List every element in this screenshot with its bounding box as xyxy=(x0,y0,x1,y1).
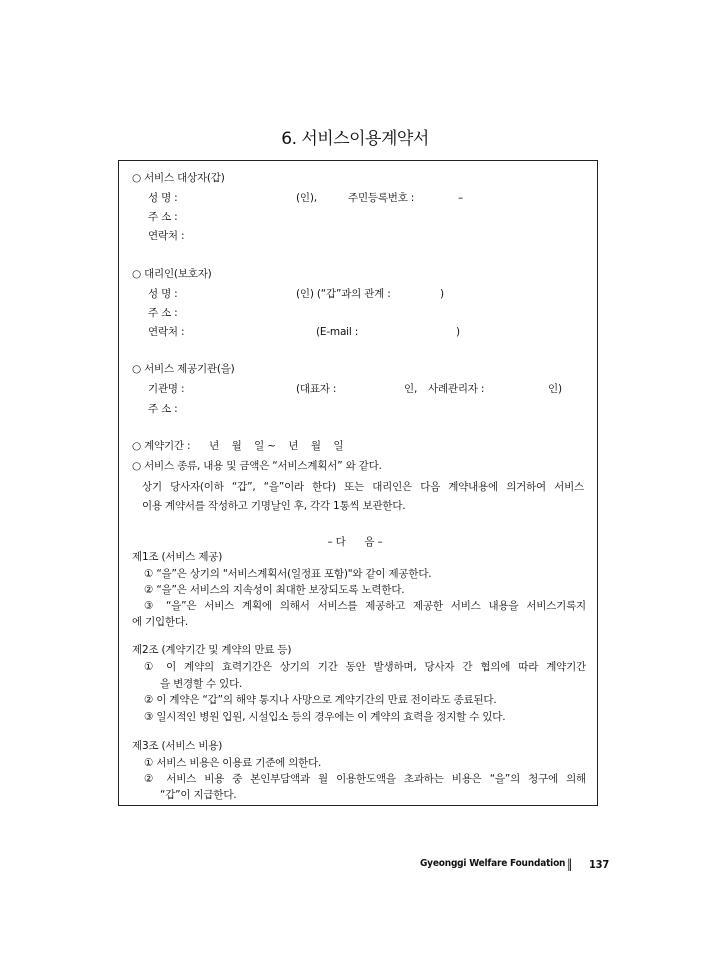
party-a-address-label: 주 소 : xyxy=(148,211,178,223)
article-2-item: ③ 일시적인 병원 입원, 시설입소 등의 경우에는 이 계약의 효력을 정지할 수 있다. xyxy=(144,711,506,723)
page-number: 137 xyxy=(589,858,610,871)
article-2-title: 제2조 (계약기간 및 계약의 만료 등) xyxy=(132,644,292,656)
party-a-seal: (인), xyxy=(296,192,317,204)
below-heading: – 다 음 – xyxy=(327,536,383,548)
article-2-item: ② 이 계약은 “갑”의 해약 통지나 사망으로 계약기간의 만료 전이라도 종료된다. xyxy=(144,694,497,706)
agent-email-close: ) xyxy=(456,326,460,338)
article-1-title: 제1조 (서비스 제공) xyxy=(132,551,223,563)
agent-email-label: (E-mail : xyxy=(316,326,359,338)
contract-period: ○ 계약기간 : 년 월 일 ~ 년 월 일 xyxy=(132,440,344,452)
agent-relation-close: ) xyxy=(440,288,444,300)
article-2-item-cont: 을 변경할 수 있다. xyxy=(160,678,243,690)
footer-org: Gyeonggi Welfare Foundation xyxy=(420,858,566,869)
party-a-rrn-dash: – xyxy=(458,192,464,204)
agent-name-label: 성 명 : xyxy=(148,288,178,300)
provider-org-label: 기관명 : xyxy=(148,383,185,395)
article-1-item-cont: 에 기입한다. xyxy=(132,616,188,628)
party-a-rrn-label: 주민등록번호 : xyxy=(348,192,415,204)
service-types-line: ○ 서비스 종류, 내용 및 금액은 “서비스계획서” 와 같다. xyxy=(132,460,382,472)
article-3-item: ① 서비스 비용은 이용료 기준에 의한다. xyxy=(144,757,322,769)
article-3-title: 제3조 (서비스 비용) xyxy=(132,740,223,752)
article-3-item-cont: “갑”이 지급한다. xyxy=(160,789,237,801)
intro-line-1: 상기 당사자(이하 “갑”, “을”이라 한다) 또는 대리인은 다음 계약내용에 의거하여 서비스 xyxy=(142,481,584,493)
article-1-item: ② “을”은 서비스의 지속성이 최대한 보장되도록 노력한다. xyxy=(144,584,405,596)
provider-rep-label: (대표자 : xyxy=(296,383,337,395)
provider-manager-seal: 인) xyxy=(548,383,562,395)
agent-address-label: 주 소 : xyxy=(148,307,178,319)
provider-heading: ○ 서비스 제공기관(을) xyxy=(132,363,235,375)
party-a-contact-label: 연락처 : xyxy=(148,230,185,242)
page-title: 6. 서비스이용계약서 xyxy=(281,129,429,149)
page-footer xyxy=(420,857,610,871)
provider-manager-label: 사례관리자 : xyxy=(428,383,485,395)
party-a-heading: ○ 서비스 대상자(갑) xyxy=(132,172,225,184)
agent-relation: (인) (“갑”과의 관계 : xyxy=(296,288,391,300)
footer-separator: ‖ xyxy=(567,857,573,871)
article-1-item: ① “을”은 상기의 "서비스계획서(일정표 포함)"와 같이 제공한다. xyxy=(144,568,432,580)
provider-address-label: 주 소 : xyxy=(148,403,178,415)
provider-rep-seal: 인, xyxy=(404,383,418,395)
agent-contact-label: 연락처 : xyxy=(148,326,185,338)
article-1-item: ③ “을”은 서비스 계획에 의해서 서비스를 제공하고 제공한 서비스 내용을 서비스기록지 xyxy=(144,600,586,612)
party-a-name-label: 성 명 : xyxy=(148,192,178,204)
article-3-item: ② 서비스 비용 중 본인부담액과 월 이용한도액을 초과하는 비용은 “을”의 청구에 의해 xyxy=(144,773,586,785)
intro-line-2: 이용 계약서를 작성하고 기명날인 후, 각각 1통씩 보관한다. xyxy=(142,500,406,512)
article-2-item: ① 이 계약의 효력기간은 상기의 기간 동안 발생하며, 당사자 간 협의에 따라 계약기간 xyxy=(144,661,586,673)
agent-heading: ○ 대리인(보호자) xyxy=(132,268,212,280)
